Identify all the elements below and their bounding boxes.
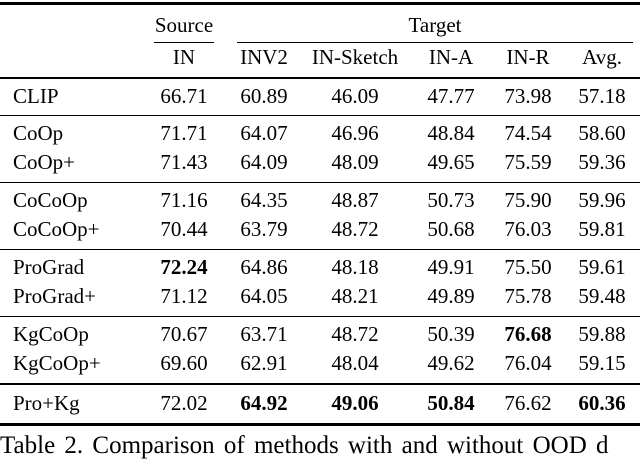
value-cell: 71.16	[140, 183, 228, 216]
value-cell: 50.39	[410, 317, 492, 350]
value-cell: 48.87	[300, 183, 410, 216]
value-cell: 75.78	[504, 284, 552, 308]
value-cell: 64.09	[240, 150, 288, 174]
table-caption: Table 2. Comparison of methods with and without OOD d	[0, 432, 609, 459]
value-cell: 72.02	[140, 384, 228, 425]
value-cell: 48.09	[331, 150, 379, 174]
value-cell: 71.71	[140, 116, 228, 149]
value-cell: 49.62	[427, 351, 475, 375]
header-source	[140, 4, 228, 44]
target-group-label: Target	[237, 13, 633, 43]
method-cell: CoCoOp+	[13, 217, 100, 241]
method-cell: CoCoOp	[0, 183, 140, 216]
table-row	[0, 183, 640, 216]
value-cell: 48.84	[410, 116, 492, 149]
value-cell: 59.96	[564, 183, 640, 216]
value-cell: 75.59	[504, 150, 552, 174]
table-row	[0, 78, 640, 116]
method-cell: ProGrad	[0, 250, 140, 283]
table-row	[0, 317, 640, 350]
column-header-in: IN	[140, 43, 228, 78]
column-header-in-a: IN-A	[410, 43, 492, 78]
value-cell: 70.67	[140, 317, 228, 350]
header-spacer	[0, 43, 140, 78]
method-cell: CoOp	[0, 116, 140, 149]
value-cell: 50.84	[410, 384, 492, 425]
value-cell: 59.61	[564, 250, 640, 283]
value-cell: 59.88	[564, 317, 640, 350]
value-cell: 48.72	[331, 217, 379, 241]
method-cell: KgCoOp	[0, 317, 140, 350]
header-spacer	[0, 4, 140, 44]
table-row	[0, 250, 640, 283]
header-group-row	[0, 4, 640, 44]
value-cell: 64.07	[228, 116, 300, 149]
value-cell: 59.48	[578, 284, 626, 308]
header-target	[228, 4, 640, 44]
value-cell: 60.36	[564, 384, 640, 425]
value-cell: 48.04	[331, 351, 379, 375]
value-cell: 58.60	[564, 116, 640, 149]
value-cell: 75.50	[492, 250, 564, 283]
table-row	[0, 349, 640, 384]
table-row	[0, 282, 640, 317]
method-cell: CoOp+	[13, 150, 76, 174]
value-cell: 64.05	[240, 284, 288, 308]
value-cell: 63.71	[228, 317, 300, 350]
value-cell: 66.71	[160, 84, 208, 108]
value-cell: 72.24	[140, 250, 228, 283]
value-cell: 64.86	[228, 250, 300, 283]
value-cell: 48.18	[300, 250, 410, 283]
source-group-label: Source	[154, 13, 214, 43]
value-cell: 76.62	[492, 384, 564, 425]
value-cell: 49.65	[427, 150, 475, 174]
method-cell: Pro+Kg	[0, 384, 140, 425]
value-cell: 46.09	[331, 84, 379, 108]
value-cell: 76.04	[504, 351, 552, 375]
value-cell: 50.68	[427, 217, 475, 241]
value-cell: 74.54	[492, 116, 564, 149]
value-cell: 59.36	[578, 150, 626, 174]
column-header-in-r: IN-R	[492, 43, 564, 78]
table-row	[0, 215, 640, 250]
value-cell: 70.44	[160, 217, 208, 241]
value-cell: 49.89	[427, 284, 475, 308]
value-cell: 64.35	[228, 183, 300, 216]
value-cell: 48.72	[300, 317, 410, 350]
value-cell: 60.89	[240, 84, 288, 108]
value-cell: 63.79	[240, 217, 288, 241]
method-cell: KgCoOp+	[13, 351, 101, 375]
table-row	[0, 116, 640, 149]
value-cell: 62.91	[240, 351, 288, 375]
method-cell: CLIP	[13, 84, 59, 108]
column-header-inv2: INV2	[228, 43, 300, 78]
header-columns-row	[0, 43, 640, 78]
method-cell: ProGrad+	[13, 284, 96, 308]
table-row	[0, 384, 640, 425]
value-cell: 49.06	[300, 384, 410, 425]
value-cell: 71.43	[160, 150, 208, 174]
results-table	[0, 2, 640, 426]
value-cell: 48.21	[331, 284, 379, 308]
value-cell: 75.90	[492, 183, 564, 216]
value-cell: 73.98	[504, 84, 552, 108]
column-header-in-sketch: IN-Sketch	[300, 43, 410, 78]
value-cell: 47.77	[427, 84, 475, 108]
value-cell: 50.73	[410, 183, 492, 216]
value-cell: 71.12	[160, 284, 208, 308]
value-cell: 59.81	[578, 217, 626, 241]
column-header-avg: Avg.	[564, 43, 640, 78]
value-cell: 57.18	[578, 84, 626, 108]
value-cell: 49.91	[410, 250, 492, 283]
table-row	[0, 148, 640, 183]
value-cell: 76.68	[492, 317, 564, 350]
value-cell: 76.03	[504, 217, 552, 241]
value-cell: 46.96	[300, 116, 410, 149]
value-cell: 59.15	[578, 351, 626, 375]
value-cell: 64.92	[228, 384, 300, 425]
value-cell: 69.60	[160, 351, 208, 375]
